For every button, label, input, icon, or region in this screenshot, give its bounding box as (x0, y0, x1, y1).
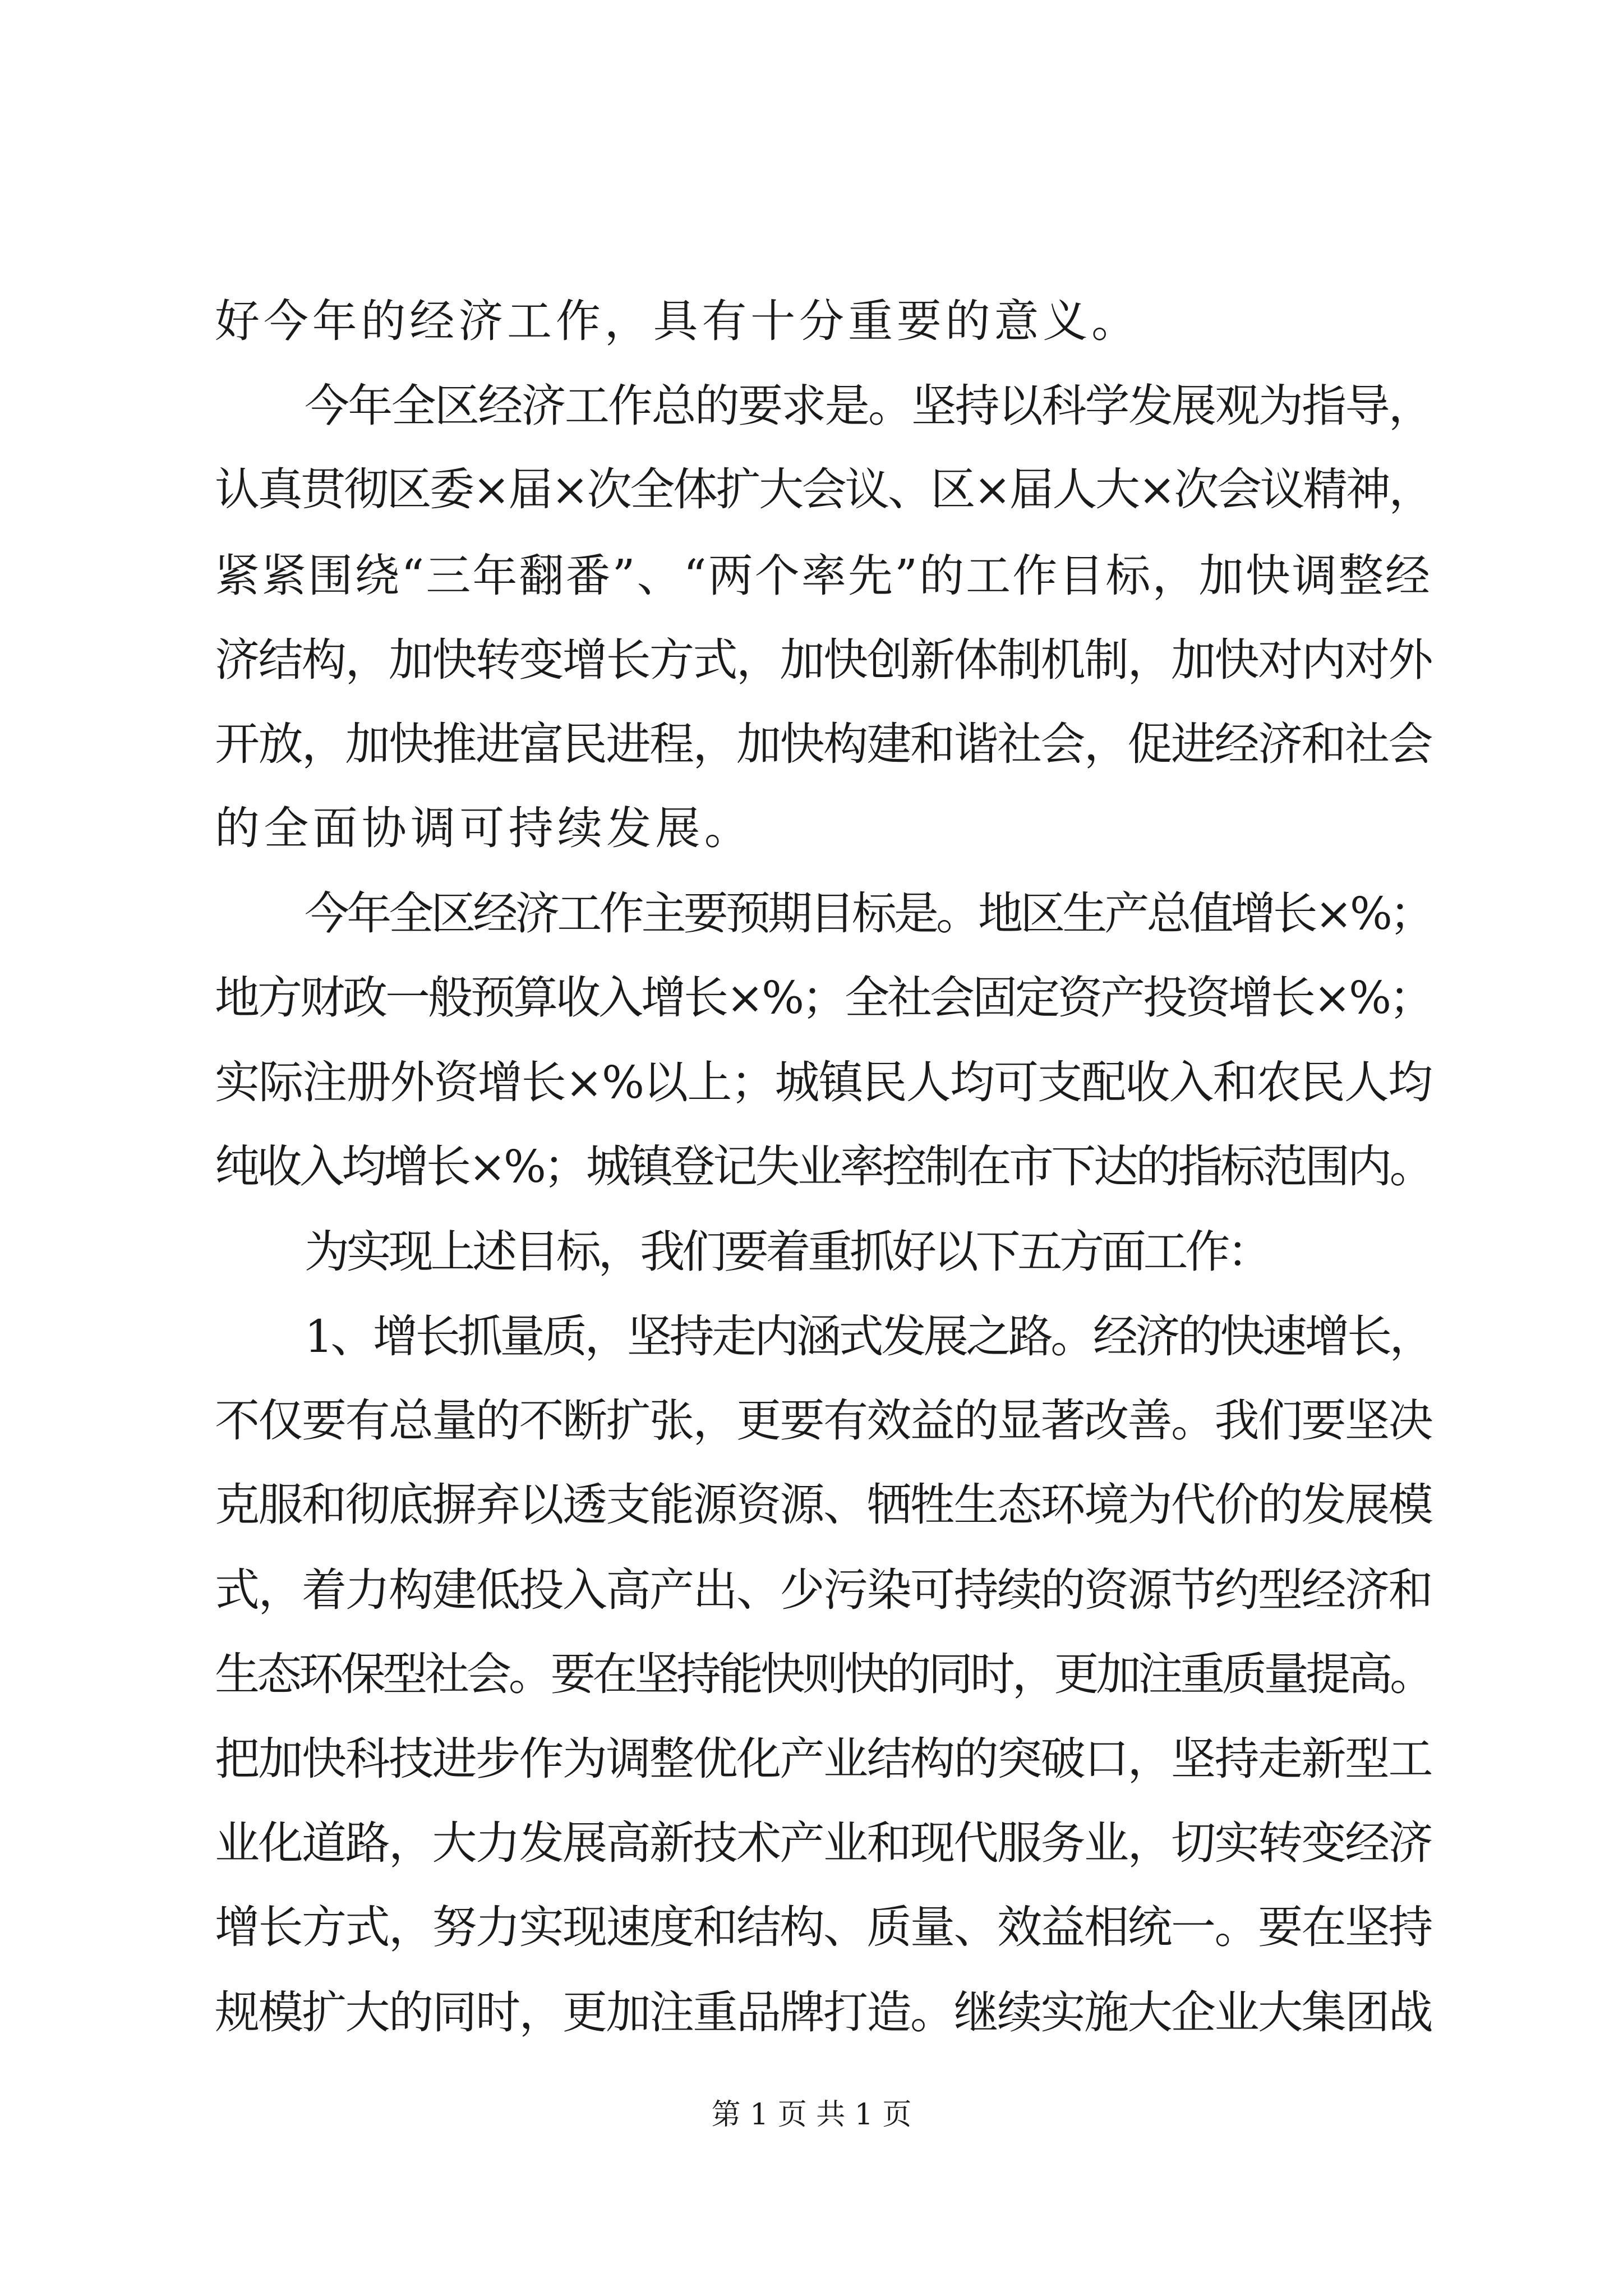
text-line-19: 业化道路，大力发展高新技术产业和现代服务业，切实转变经济 (215, 1817, 1432, 1869)
text-line-16: 式，着力构建低投入高产出、少污染可持续的资源节约型经济和 (215, 1564, 1432, 1616)
text-line-15: 克服和彻底摒弃以透支能源资源、牺牲生态环境为代价的发展模 (215, 1479, 1432, 1531)
text-line-6: 开放，加快推进富民进程，加快构建和谐社会，促进经济和社会 (215, 718, 1432, 770)
text-line-8: 今年全区经济工作主要预期目标是。地区生产总值增长×%； (305, 887, 1432, 940)
text-line-10: 实际注册外资增长×%以上；城镇民人均可支配收入和农民人均 (215, 1056, 1432, 1108)
text-line-12: 为实现上述目标，我们要着重抓好以下五方面工作： (305, 1226, 1269, 1278)
text-line-20: 增长方式，努力实现速度和结构、质量、效益相统一。要在坚持 (215, 1901, 1432, 1953)
text-line-9: 地方财政一般预算收入增长×%；全社会固定资产投资增长×%； (215, 972, 1432, 1024)
text-line-11: 纯收入均增长×%；城镇登记失业率控制在市下达的指标范围内。 (215, 1140, 1432, 1193)
page-number-footer: 第 1 页 共 1 页 (711, 2098, 912, 2132)
text-line-7: 的全面协调可持续发展。 (215, 802, 753, 854)
text-line-2: 今年全区经济工作总的要求是。坚持以科学发展观为指导， (305, 380, 1432, 432)
text-line-3: 认真贯彻区委×届×次全体扩大会议、区×届人大×次会议精神， (215, 463, 1432, 516)
text-line-4: 紧紧围绕“三年翻番”、“两个率先”的工作目标，加快调整经 (215, 550, 1432, 602)
text-line-14: 不仅要有总量的不断扩张，更要有效益的显著改善。我们要坚决 (215, 1395, 1432, 1447)
text-line-5: 济结构，加快转变增长方式，加快创新体制机制，加快对内对外 (215, 634, 1432, 686)
text-line-18: 把加快科技进步作为调整优化产业结构的突破口，坚持走新型工 (215, 1733, 1432, 1785)
text-line-21: 规模扩大的同时，更加注重品牌打造。继续实施大企业大集团战 (215, 1986, 1432, 2039)
text-line-17: 生态环保型社会。要在坚持能快则快的同时，更加注重质量提高。 (215, 1648, 1432, 1700)
text-line-1: 好今年的经济工作，具有十分重要的意义。 (215, 295, 1140, 347)
text-line-13: 1、增长抓量质，坚持走内涵式发展之路。经济的快速增长， (305, 1310, 1432, 1363)
